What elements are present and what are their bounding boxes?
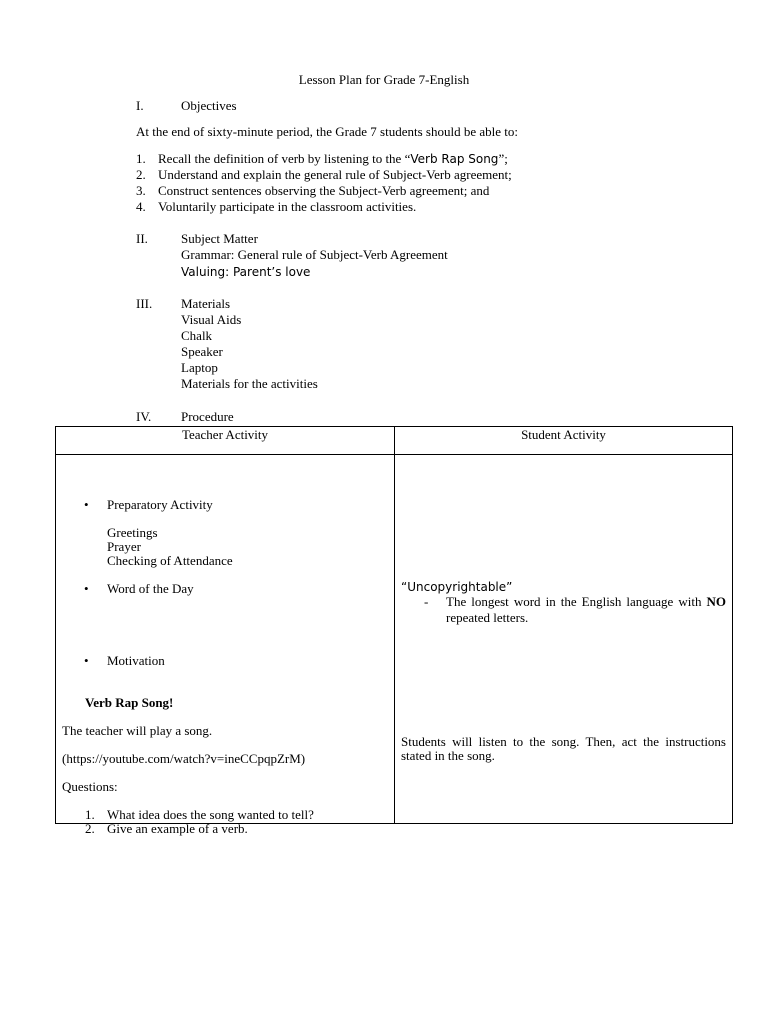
- material-item: Materials for the activities: [181, 376, 318, 391]
- bullet-icon: •: [84, 653, 89, 668]
- prep-item: Prayer: [107, 539, 141, 554]
- section-number-subject-matter: II.: [136, 231, 148, 246]
- objective-number: 4.: [136, 199, 146, 214]
- word-uncopyrightable: “Uncopyrightable”: [401, 580, 513, 594]
- student-activity-cell: [395, 455, 733, 824]
- subject-valuing: Valuing: Parent’s love: [181, 265, 311, 279]
- procedure-table: [55, 426, 733, 836]
- section-heading-objectives: Objectives: [181, 98, 237, 113]
- question-item: What idea does the song wanted to tell?: [107, 807, 314, 822]
- objective-item: Voluntarily participate in the classroom activities.: [158, 199, 417, 214]
- word-of-the-day: Word of the Day: [107, 581, 194, 596]
- objectives-intro: At the end of sixty-minute period, the Grade 7 students should be able to:: [136, 124, 518, 139]
- objective-number: 3.: [136, 183, 146, 198]
- word-definition: The longest word in the English language with NO repeated letters.: [446, 594, 726, 625]
- header-student-activity: Student Activity: [395, 427, 733, 455]
- section-heading-subject-matter: Subject Matter: [181, 231, 258, 246]
- bullet-icon: •: [84, 581, 89, 596]
- section-number-objectives: I.: [136, 98, 144, 113]
- section-number-materials: III.: [136, 296, 153, 311]
- section-number-procedure: IV.: [136, 409, 152, 424]
- bullet-icon: •: [84, 497, 89, 512]
- subject-grammar: Grammar: General rule of Subject-Verb Agreement: [181, 247, 448, 262]
- dash-marker: -: [424, 594, 429, 609]
- material-item: Speaker: [181, 344, 223, 359]
- objective-item: Construct sentences observing the Subject-Verb agreement; and: [158, 183, 490, 198]
- question-number: 2.: [85, 821, 95, 836]
- material-item: Visual Aids: [181, 312, 242, 327]
- question-number: 1.: [85, 807, 95, 822]
- questions-label: Questions:: [62, 779, 118, 794]
- prep-item: Greetings: [107, 525, 158, 540]
- song-link: (https://youtube.com/watch?v=ineCCpqpZrM): [62, 751, 306, 766]
- question-item: Give an example of a verb.: [107, 821, 248, 836]
- objective-item: Understand and explain the general rule of Subject-Verb agreement;: [158, 167, 512, 182]
- section-heading-procedure: Procedure: [181, 409, 234, 424]
- objective-number: 1.: [136, 151, 146, 166]
- objective-number: 2.: [136, 167, 146, 182]
- motivation: Motivation: [107, 653, 165, 668]
- teacher-activity-cell: [56, 455, 395, 836]
- preparatory-activity: Preparatory Activity: [107, 497, 213, 512]
- page-title: Lesson Plan for Grade 7-English: [298, 72, 470, 87]
- objective-item: Recall the definition of verb by listening to the “Verb Rap Song”;: [158, 151, 508, 166]
- header-teacher-activity: Teacher Activity: [56, 427, 395, 455]
- teacher-play-song: The teacher will play a song.: [62, 723, 213, 738]
- student-listen-instructions: Students will listen to the song. Then, act the instructions stated in the song.: [401, 734, 726, 763]
- section-heading-materials: Materials: [181, 296, 231, 311]
- material-item: Chalk: [181, 328, 213, 343]
- prep-item: Checking of Attendance: [107, 553, 233, 568]
- material-item: Laptop: [181, 360, 218, 375]
- song-title: Verb Rap Song!: [85, 695, 174, 710]
